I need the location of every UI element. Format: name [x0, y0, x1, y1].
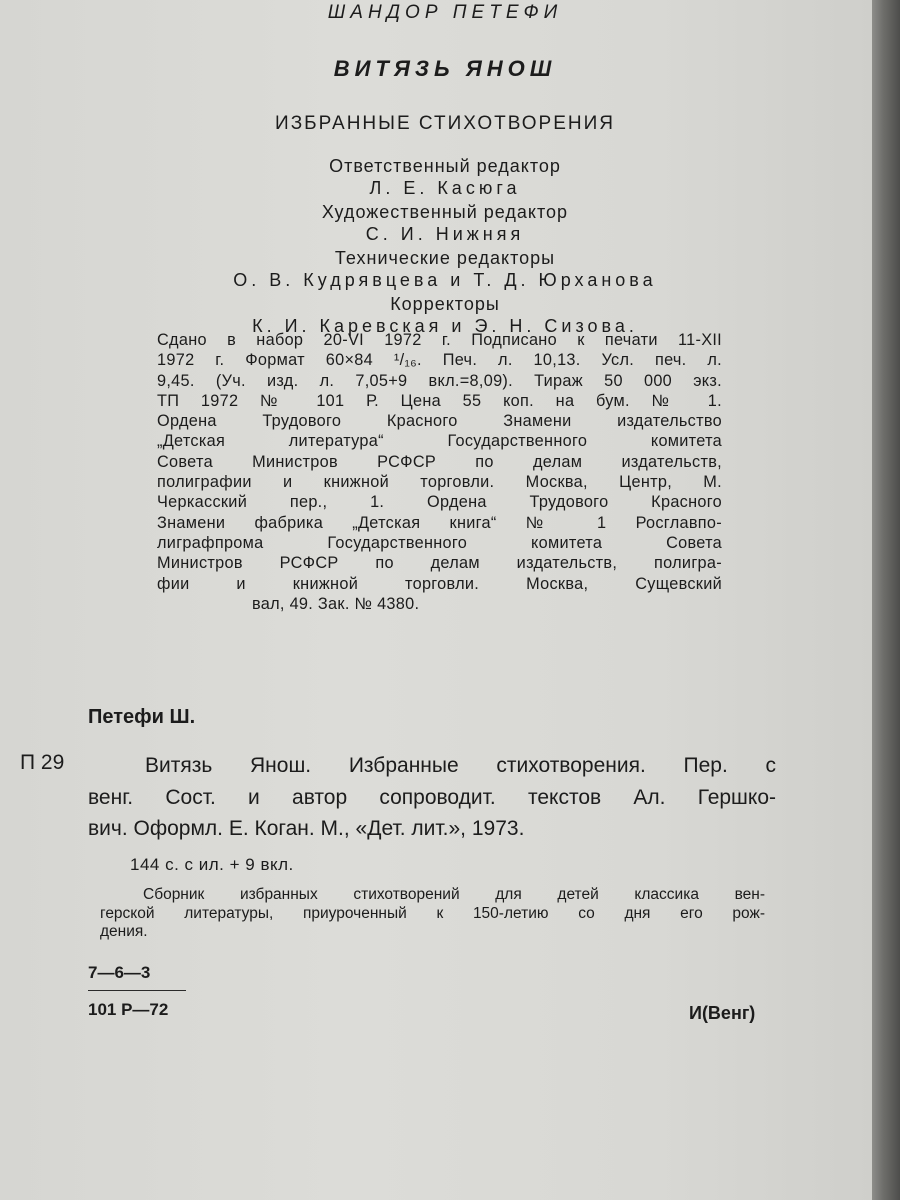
catalog-order-code: 101 Р—72 [88, 1000, 169, 1019]
catalog-description [88, 750, 776, 845]
credit-responsible-editor [120, 155, 770, 199]
imprint-line: Совета Министров РСФСР по делам издательств, [157, 452, 722, 471]
credits-block [120, 155, 770, 339]
catalog-code: П 29 [20, 751, 65, 774]
catalog-annotation [100, 886, 765, 942]
credit-art-editor [120, 201, 770, 245]
imprint-line: Черкасский пер., 1. Ордена Трудового Красного [157, 493, 722, 512]
credit-role: Художественный редактор [321, 202, 569, 222]
catalog-class-code: 7—6—3 [88, 963, 151, 982]
annotation-line: герской литературы, приуроченный к 150-летию со дня его рож- [100, 904, 765, 922]
catalog-pages: 144 с. с ил. + 9 вкл. [130, 855, 294, 874]
credit-role: Ответственный редактор [329, 156, 561, 176]
credit-role: Технические редакторы [334, 248, 556, 268]
imprint-line: фии и книжной торговли. Москва, Сущевский [157, 574, 722, 593]
catalog-language-code: И(Венг) [689, 1003, 756, 1023]
book-author: ШАНДОР ПЕТЕФИ [327, 2, 563, 23]
imprint-line: лиграфпрома Государственного комитета Совета [157, 533, 722, 552]
annotation-line: Сборник избранных стихотворений для детей классика вен- [143, 886, 765, 903]
imprint-line: Знамени фабрика „Детская книга“ № 1 Росглавпо- [157, 513, 722, 532]
divider-rule [88, 990, 186, 991]
credit-technical-editors [120, 247, 770, 291]
credit-name: С. И. Нижняя [365, 224, 525, 244]
catalog-author: Петефи Ш. [88, 706, 196, 728]
imprint-line: Сдано в набор 20-VI 1972 г. Подписано к печати 11-XII [157, 331, 722, 349]
imprint-line: вал, 49. Зак. № 4380. [252, 594, 420, 613]
credit-name: О. В. Кудрявцева и Т. Д. Юрханова [233, 270, 657, 290]
annotation-line: дения. [100, 923, 148, 940]
description-line: венг. Сост. и автор сопроводит. текстов Ал. Гершко- [88, 785, 776, 809]
imprint-line: 9,45. (Уч. изд. л. 7,05+9 вкл.=8,09). Тираж 50 000 экз. [157, 371, 722, 390]
imprint-line: Ордена Трудового Красного Знамени издательство [157, 412, 722, 431]
imprint-line: 1972 г. Формат 60×84 ¹/₁₆. Печ. л. 10,13. Усл. печ. л. [157, 351, 722, 370]
imprint-line: „Детская литература“ Государственного комитета [157, 432, 722, 451]
description-line: вич. Оформл. Е. Коган. М., «Дет. лит.», 1973. [88, 817, 525, 840]
book-title: ВИТЯЗЬ ЯНОШ [333, 56, 557, 81]
imprint-line: ТП 1972 № 101 Р. Цена 55 коп. на бум. № 1. [157, 391, 722, 410]
book-subtitle: ИЗБРАННЫЕ СТИХОТВОРЕНИЯ [275, 113, 615, 134]
imprint-line: полиграфии и книжной торговли. Москва, Центр, М. [157, 473, 722, 492]
page-edge-shadow [872, 0, 900, 1200]
imprint-line: Министров РСФСР по делам издательств, полигра- [157, 554, 722, 573]
credit-role: Корректоры [390, 294, 500, 314]
imprint-block [157, 330, 722, 614]
credit-name: К. И. Каревская и Э. Н. Сизова. [252, 316, 638, 336]
description-line: Витязь Янош. Избранные стихотворения. Пер. с [145, 754, 776, 777]
credit-name: Л. Е. Касюга [369, 178, 521, 198]
